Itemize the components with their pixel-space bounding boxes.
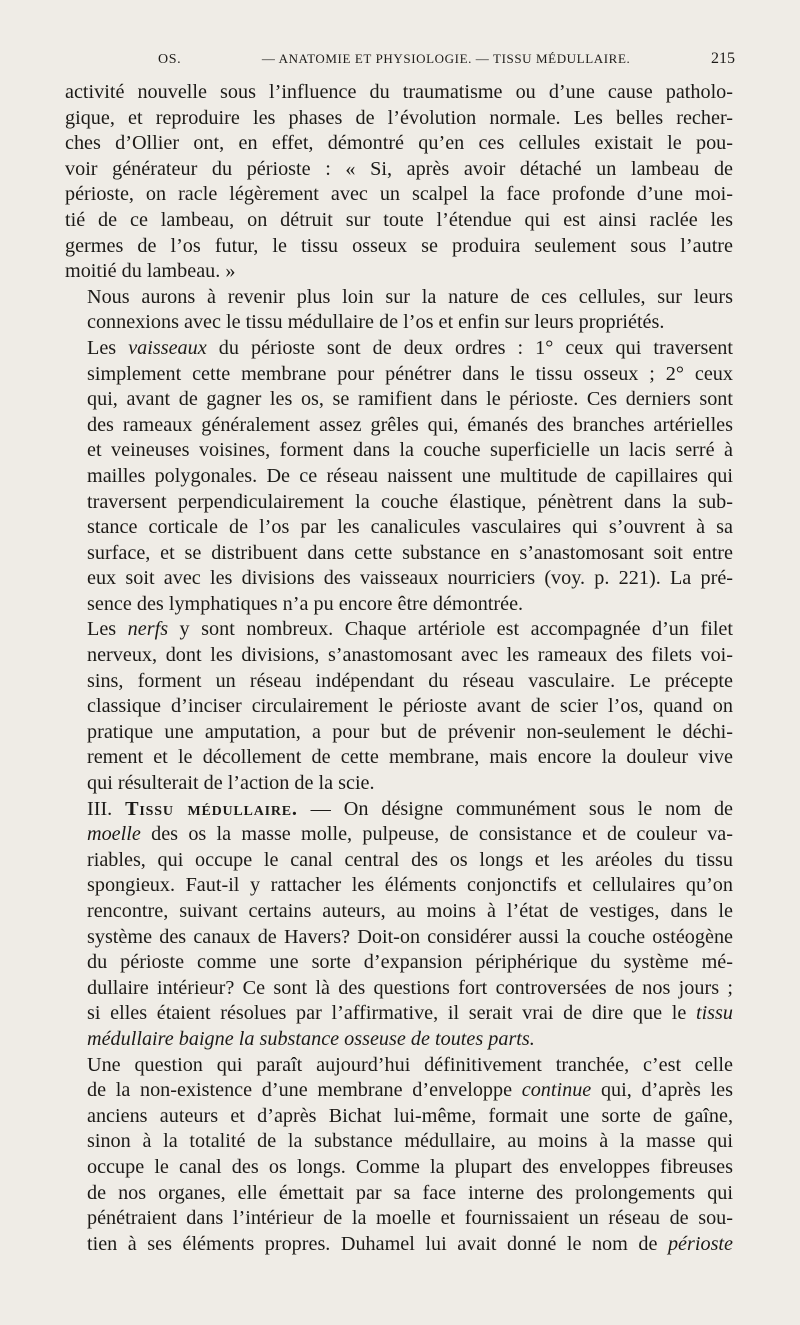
text-line	[65, 1027, 733, 1053]
text-line: périoste, on racle légèrement avec un scalpel la face profonde d’une moi-	[65, 183, 733, 206]
text-line: Une question qui paraît aujourd’hui définitivement tranchée, c’est celle	[87, 1053, 733, 1076]
text-line: pénétraient dans l’intérieur de la moelle et fournissaient un réseau de sou-	[87, 1207, 733, 1230]
text-line: système des canaux de Havers? Doit-on considérer aussi la couche ostéogène	[87, 925, 733, 948]
text-line: riables, qui occupe le canal central des os longs et les aréoles du tissu	[87, 848, 733, 871]
italic-term: médullaire baigne la substance osseuse de toutes parts.	[87, 1027, 535, 1050]
header-section: OS.	[158, 52, 182, 67]
text-line: de la non-existence d’une membrane d’enveloppe continue qui, d’après les	[87, 1079, 733, 1102]
italic-term: moelle	[87, 823, 141, 846]
italic-term: continue	[521, 1079, 592, 1102]
text-line: stance corticale de l’os par les canalicules vasculaires qui s’ouvrent à sa	[87, 516, 733, 539]
running-header	[158, 50, 735, 68]
text-line: sins, forment un réseau indépendant du réseau vasculaire. Le précepte	[87, 669, 733, 692]
text-line: pratique une amputation, a pour but de prévenir non-seulement le déchi-	[87, 720, 733, 743]
text-line: classique d’inciser circulairement le périoste avant de scier l’os, quand on	[87, 695, 733, 718]
text-line: tien à ses éléments propres. Duhamel lui avait donné le nom de périoste	[87, 1232, 733, 1255]
text-line: spongieux. Faut-il y rattacher les éléments conjonctifs et cellulaires qu’on	[87, 874, 733, 897]
text-line: III. Tissu médullaire. — On désigne communément sous le nom de	[87, 797, 734, 820]
text-line: rement et le décollement de cette membrane, mais encore la douleur vive	[87, 746, 733, 769]
italic-term: vaisseaux	[128, 336, 207, 359]
text-line: si elles étaient résolues par l’affirmative, il serait vrai de dire que le tissu	[87, 1002, 733, 1025]
italic-term: périoste	[667, 1232, 733, 1255]
text-line: Nous aurons à revenir plus loin sur la nature de ces cellules, sur leurs	[87, 285, 733, 308]
text-line: occupe le canal des os longs. Comme la plupart des enveloppes fibreuses	[87, 1155, 733, 1178]
text-line: traversent perpendiculairement la couche élastique, pénètrent dans la sub-	[87, 490, 733, 513]
paragraph-p5	[65, 797, 733, 1053]
text-line: Les nerfs y sont nombreux. Chaque artériole est accompagnée d’un filet	[87, 618, 733, 641]
text-line: simplement cette membrane pour pénétrer dans le tissu osseux ; 2° ceux	[87, 362, 733, 385]
page-number: 215	[710, 50, 735, 67]
body-text	[65, 80, 733, 1257]
paragraph-p4	[65, 617, 733, 796]
text-line: mailles polygonales. De ce réseau naissent une multitude de capillaires qui	[87, 464, 733, 487]
text-line: sinon à la totalité de la substance médullaire, au moins à la masse qui	[87, 1130, 733, 1153]
text-line: nerveux, dont les divisions, s’anastomosant avec les rameaux des filets voi-	[87, 644, 733, 667]
text-line: tié de ce lambeau, on détruit sur toute l’étendue qui est ainsi raclée les	[65, 208, 733, 231]
text-line: anciens auteurs et d’après Bichat lui-même, formait une sorte de gaîne,	[87, 1104, 733, 1127]
paragraph-p6	[65, 1053, 733, 1258]
text-line: Les vaisseaux du périoste sont de deux ordres : 1° ceux qui traversent	[87, 336, 733, 359]
text-line: rencontre, suivant certains auteurs, au moins à l’état de vestiges, dans le	[87, 900, 733, 922]
text-line: qui résulterait de l’action de la scie.	[87, 772, 375, 795]
text-line: germes de l’os futur, le tissu osseux se produira seulement sous l’autre	[65, 234, 733, 257]
text-line: de nos organes, elle émettait par sa face interne des prolongements qui	[87, 1181, 733, 1204]
text-line: qui, avant de gagner les os, se ramifient dans le périoste. Ces derniers sont	[87, 388, 733, 411]
text-line: et veineuses voisines, forment dans la couche superficielle un lacis serré à	[87, 439, 733, 462]
paragraph-p3	[65, 336, 733, 618]
text-line: ches d’Ollier ont, en effet, démontré qu’en ces cellules existait le pou-	[65, 132, 733, 155]
text-line: voir générateur du périoste : « Si, après avoir détaché un lambeau de	[65, 157, 733, 180]
section-heading: Tissu médullaire.	[125, 797, 298, 820]
text-line: surface, et se distribuent dans cette substance en s’anastomosant soit entre	[87, 541, 733, 564]
paragraph-p1	[65, 80, 733, 285]
text-line: sence des lymphatiques n’a pu encore être démontrée.	[87, 592, 524, 615]
text-line: moelle des os la masse molle, pulpeuse, de consistance et de couleur va-	[87, 823, 733, 846]
header-title: — ANATOMIE ET PHYSIOLOGIE. — TISSU MÉDULLAIRE.	[261, 51, 631, 66]
text-line: moitié du lambeau. »	[65, 260, 236, 283]
text-line: des rameaux généralement assez grêles qui, émanés des branches artérielles	[87, 413, 733, 436]
text-line: activité nouvelle sous l’influence du traumatisme ou d’une cause patholo-	[65, 81, 733, 103]
text-line: connexions avec le tissu médullaire de l’os et enfin sur leurs propriétés.	[87, 311, 665, 334]
text-line: gique, et reproduire les phases de l’évolution normale. Les belles recher-	[65, 106, 733, 129]
text-line: eux soit avec les divisions des vaisseaux nourriciers (voy. p. 221). La pré-	[87, 567, 733, 590]
paragraph-p2	[65, 285, 733, 336]
italic-term: nerfs	[127, 618, 169, 641]
italic-term: tissu	[695, 1002, 733, 1025]
text-line: dullaire intérieur? Ce sont là des questions fort controversées de nos jours ;	[87, 976, 733, 999]
text-line: du périoste comme une sorte d’expansion périphérique du système mé-	[87, 951, 733, 974]
